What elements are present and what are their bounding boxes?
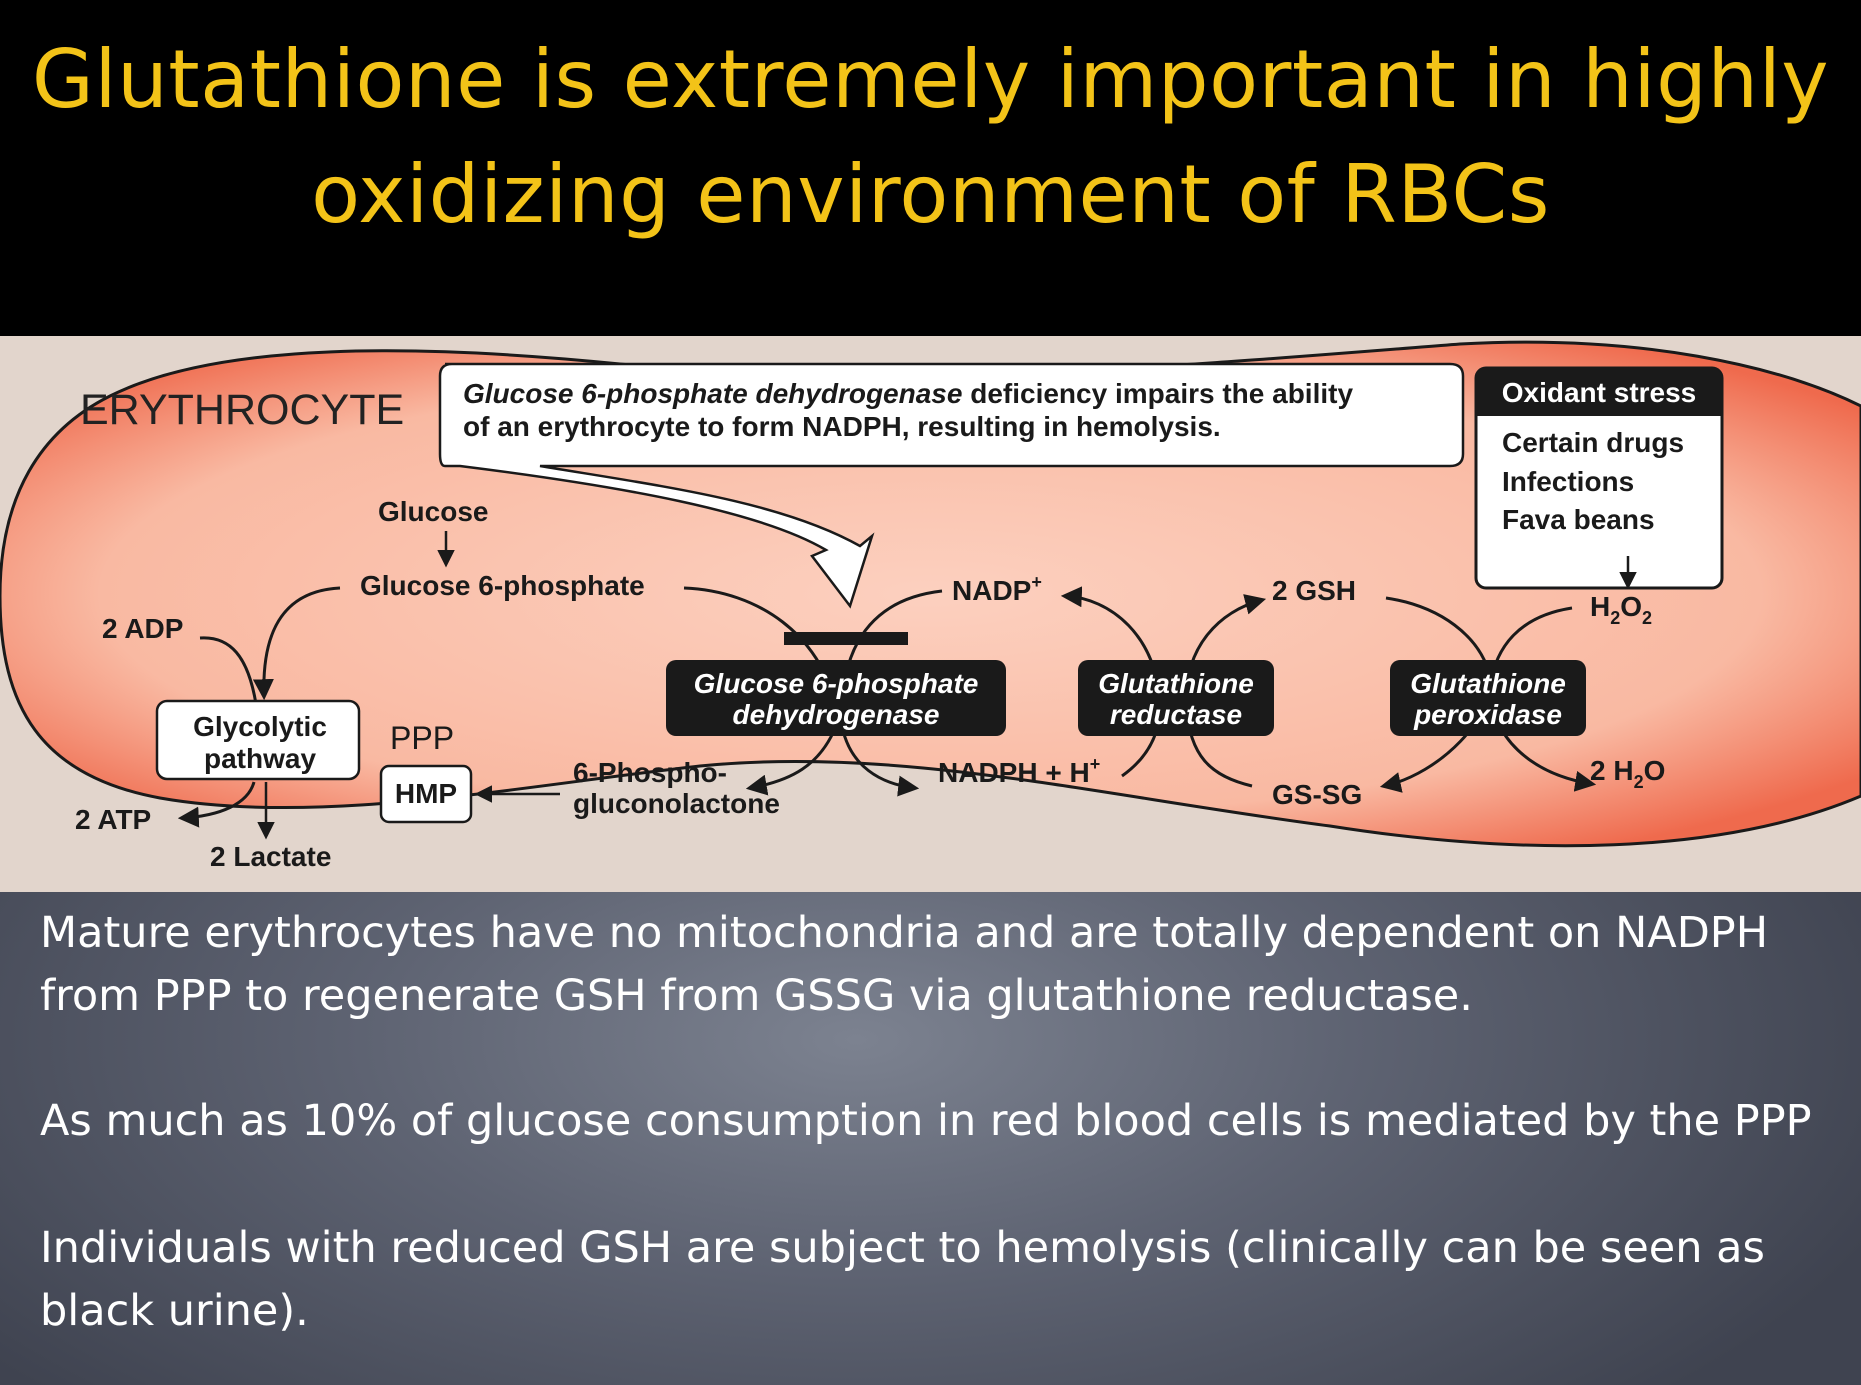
g6pd-label-2: dehydrogenase	[732, 699, 940, 730]
slide-title-line-1: Glutathione is extremely important in highly	[31, 33, 1830, 126]
atp-label: 2 ATP	[75, 804, 152, 835]
g6p-label: Glucose 6-phosphate	[360, 570, 645, 601]
gssg-label: GS-SG	[1272, 779, 1363, 810]
erythrocyte-label: ERYTHROCYTE	[80, 386, 405, 434]
lactate-label: 2 Lactate	[210, 841, 332, 872]
paragraph-1-line-1: Mature erythrocytes have no mitochondria and are totally dependent on NADPH	[40, 908, 1769, 958]
slide-title-line-2: oxidizing environment of RBCs	[311, 148, 1550, 241]
glutathione-peroxidase-label-2: peroxidase	[1414, 699, 1562, 730]
callout-line-2: of an erythrocyte to form NADPH, resulting in hemolysis.	[463, 411, 1221, 442]
glucose-label: Glucose	[378, 496, 489, 527]
oxidant-item: Infections	[1502, 466, 1635, 497]
oxidant-item: Fava beans	[1502, 504, 1655, 535]
erythrocyte-diagram	[0, 336, 1861, 892]
paragraph-1	[40, 902, 1830, 1028]
callout-italic: Glucose 6-phosphate dehydrogenase	[463, 378, 963, 409]
h2o-label: 2 $H_2O$	[1590, 755, 1666, 792]
diagram-svg	[0, 336, 1861, 892]
ppp-label: PPP	[390, 720, 455, 756]
glutathione-reductase-label-2: reductase	[1109, 699, 1243, 730]
paragraph-3-line-2: black urine).	[40, 1286, 309, 1336]
glycolytic-label-2: pathway	[203, 743, 317, 774]
oxidant-stress-header: Oxidant stress	[1501, 377, 1697, 408]
h2o2-label: $H_2O_2$	[1590, 591, 1653, 628]
paragraph-1-line-2: from PPP to regenerate GSH from GSSG via glutathione reductase.	[40, 971, 1473, 1021]
paragraph-3-line-1: Individuals with reduced GSH are subject to hemolysis (clinically can be seen as	[40, 1223, 1765, 1273]
glutathione-reductase-label-1: Glutathione	[1098, 668, 1254, 699]
paragraph-2: As much as 10% of glucose consumption in red blood cells is mediated by the PPP	[40, 1096, 1812, 1146]
title-bar	[0, 0, 1861, 336]
hmp-label: HMP	[394, 778, 458, 809]
callout-rest: deficiency impairs the ability	[962, 378, 1354, 409]
nadph-label: NADPH + H+	[938, 754, 1101, 788]
explanatory-text-panel	[0, 892, 1861, 1385]
glutathione-peroxidase-label-1: Glutathione	[1410, 668, 1566, 699]
adp-label: 2 ADP	[102, 613, 184, 644]
glycolytic-label-1: Glycolytic	[193, 711, 327, 742]
gsh-label: 2 GSH	[1272, 575, 1357, 606]
oxidant-item: Certain drugs	[1502, 427, 1685, 458]
nadp-label: NADP+	[952, 572, 1042, 606]
phosphogluconolactone-label-2: gluconolactone	[573, 788, 780, 819]
g6pd-label-1: Glucose 6-phosphate	[693, 668, 979, 699]
callout-line-1	[463, 378, 1353, 409]
phosphogluconolactone-label-1: 6-Phospho-	[573, 757, 727, 788]
paragraph-3	[40, 1217, 1830, 1343]
inhibition-bar	[784, 632, 908, 645]
